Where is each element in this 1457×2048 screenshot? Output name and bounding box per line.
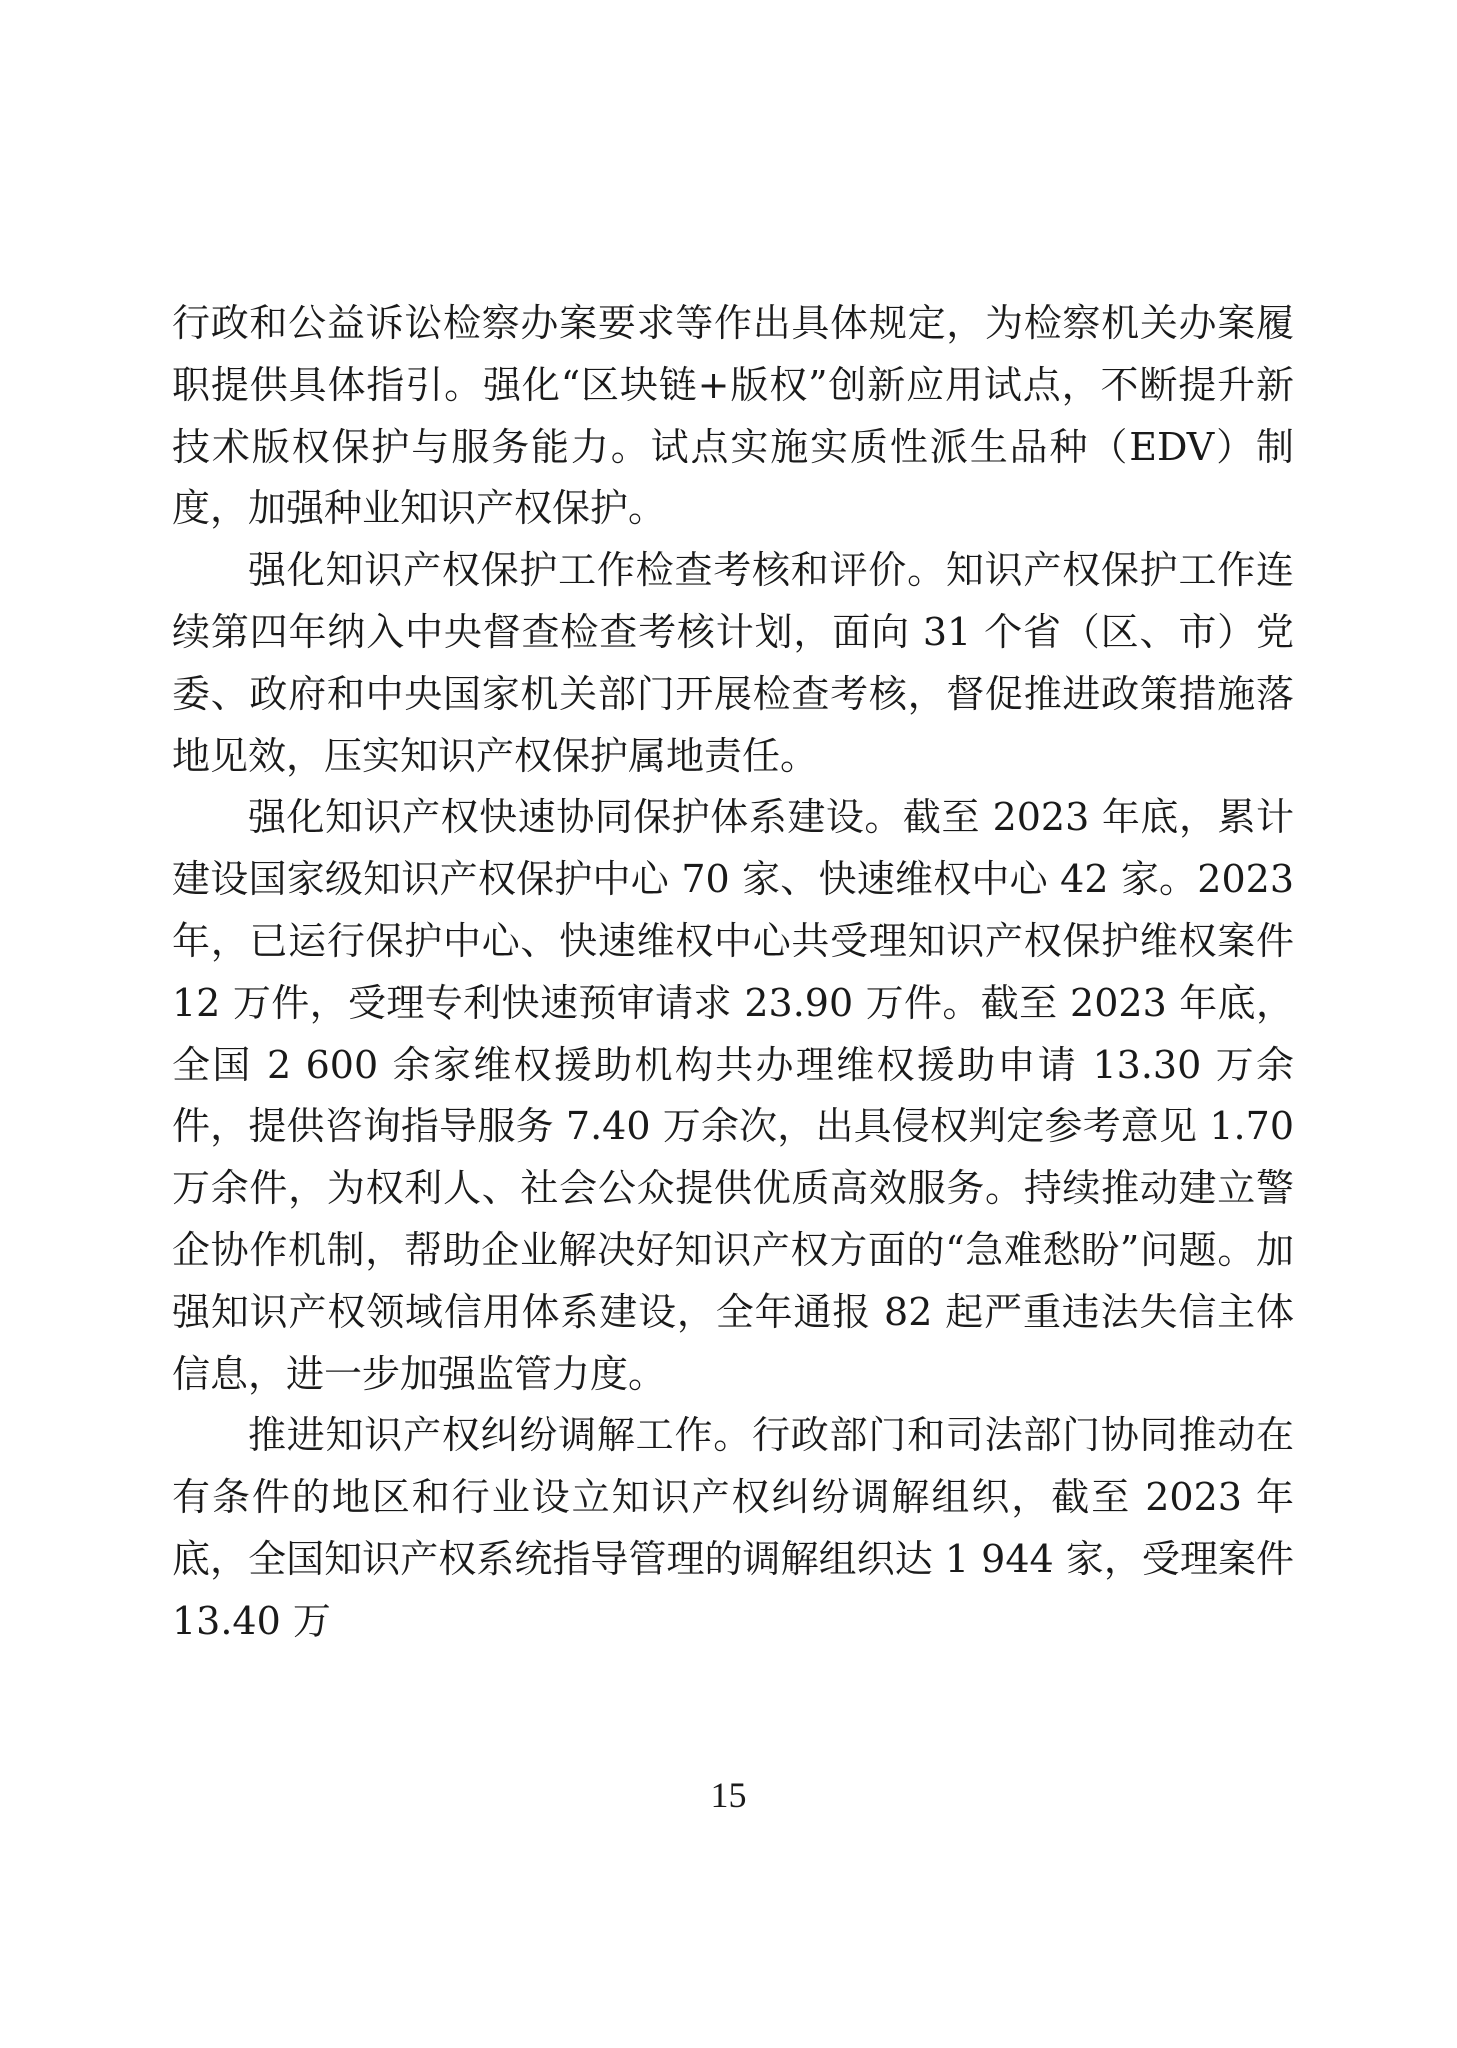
paragraph-inspection-evaluation: 强化知识产权保护工作检查考核和评价。知识产权保护工作连续第四年纳入中央督查检查考核计划，面向 31 个省（区、市）党委、政府和中央国家机关部门开展检查考核，督促推进政策措施落地见效，压实知识产权保护属地责任。 xyxy=(172,548,1294,778)
paragraph-continuation: 行政和公益诉讼检察办案要求等作出具体规定，为检察机关办案履职提供具体指引。强化“区块链+版权”创新应用试点，不断提升新技术版权保护与服务能力。试点实施实质性派生品种（EDV）制度，加强种业知识产权保护。 xyxy=(172,301,1294,531)
paragraph-rapid-protection-system: 强化知识产权快速协同保护体系建设。截至 2023 年底，累计建设国家级知识产权保护中心 70 家、快速维权中心 42 家。2023 年，已运行保护中心、快速维权中心共受理知识产权保护维权案件 12 万件，受理专利快速预审请求 23.90 万件。截至 2023 年底，全国 2 600 余家维权援助机构共办理维权援助申请 13.30 万余件，提供咨询指导服务 7.40 万余次，出具侵权判定参考意见 1.70 万余件，为权利人、社会公众提供优质高效服务。持续推动建立警企协作机制，帮助企业解决好知识产权方面的“急难愁盼”问题。加强知识产权领域信用体系建设，全年通报 82 起严重违法失信主体信息，进一步加强监管力度。 xyxy=(172,795,1294,1396)
page-number: 15 xyxy=(710,1775,747,1815)
paragraph-dispute-mediation: 推进知识产权纠纷调解工作。行政部门和司法部门协同推动在有条件的地区和行业设立知识产权纠纷调解组织，截至 2023 年底，全国知识产权系统指导管理的调解组织达 1 944 家，受理案件 13.40 万 xyxy=(172,1413,1294,1643)
body-text xyxy=(172,293,1294,1653)
